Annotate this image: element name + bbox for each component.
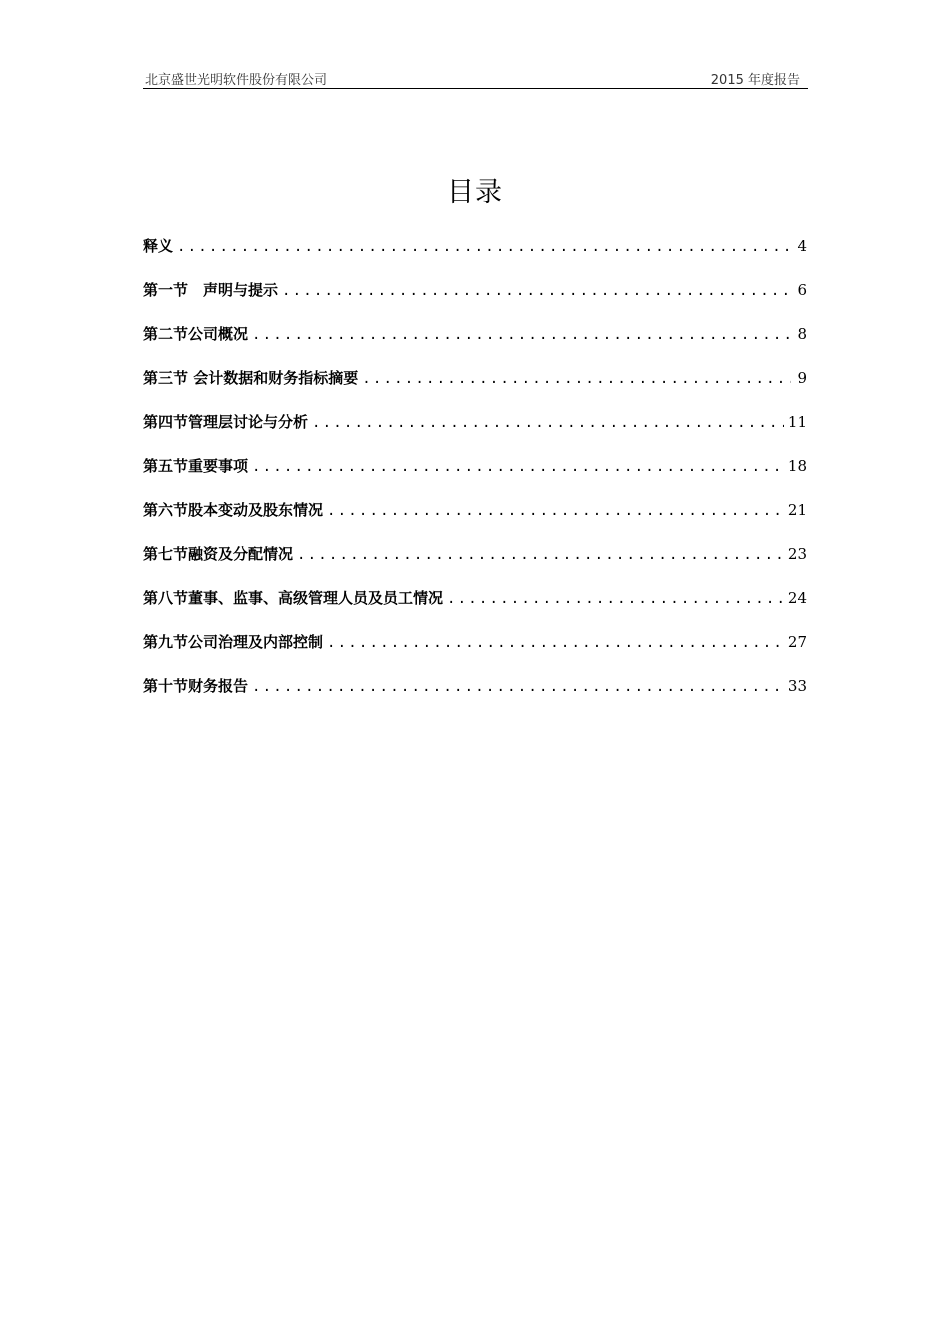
toc-entry-label: 第三节 会计数据和财务指标摘要 <box>143 369 359 387</box>
toc-entry-label: 第八节董事、监事、高级管理人员及员工情况 <box>143 589 444 607</box>
toc-entry[interactable] <box>143 673 807 717</box>
toc-leader-dots <box>447 586 784 613</box>
toc-entry[interactable] <box>143 365 807 409</box>
toc-entry[interactable] <box>143 233 807 277</box>
toc-entry-page: 27 <box>787 633 807 651</box>
toc-entry-label: 第六节股本变动及股东情况 <box>143 501 324 519</box>
toc-entry-page: 23 <box>787 545 807 563</box>
toc-entry[interactable] <box>143 541 807 585</box>
toc-leader-dots <box>252 674 784 701</box>
toc-leader-dots <box>327 630 784 657</box>
toc-entry-page: 4 <box>797 237 807 255</box>
toc-entry-label: 释义 <box>143 237 174 255</box>
toc-leader-dots <box>282 278 791 305</box>
toc-entry[interactable] <box>143 409 807 453</box>
toc-entry-page: 33 <box>787 677 807 695</box>
toc-entry-label: 第一节 声明与提示 <box>143 281 279 299</box>
toc-leader-dots <box>252 454 784 481</box>
header-company-name: 北京盛世光明软件股份有限公司 <box>145 73 328 88</box>
toc-entry[interactable] <box>143 277 807 321</box>
toc-entry-label: 第十节财务报告 <box>143 677 249 695</box>
toc-entry-label: 第五节重要事项 <box>143 457 249 475</box>
toc-leader-dots <box>362 366 791 393</box>
toc-entry[interactable] <box>143 453 807 497</box>
toc-entry-page: 18 <box>787 457 807 475</box>
toc-entry[interactable] <box>143 585 807 629</box>
toc-entry-label: 第七节融资及分配情况 <box>143 545 294 563</box>
toc-leader-dots <box>252 322 791 349</box>
toc-entry-label: 第四节管理层讨论与分析 <box>143 413 309 431</box>
toc-entry-label: 第九节公司治理及内部控制 <box>143 633 324 651</box>
toc-entry-label: 第二节公司概况 <box>143 325 249 343</box>
toc-entry-page: 9 <box>797 369 807 387</box>
table-of-contents <box>143 233 807 717</box>
toc-title: 目录 <box>447 177 503 208</box>
toc-leader-dots <box>327 498 784 525</box>
toc-entry[interactable] <box>143 629 807 673</box>
toc-leader-dots <box>297 542 784 569</box>
toc-entry-page: 24 <box>787 589 807 607</box>
toc-leader-dots <box>177 234 791 261</box>
toc-leader-dots <box>312 410 784 437</box>
toc-entry-page: 8 <box>797 325 807 343</box>
toc-entry[interactable] <box>143 321 807 365</box>
page-header <box>143 66 808 89</box>
toc-entry-page: 11 <box>787 413 807 431</box>
toc-entry[interactable] <box>143 497 807 541</box>
header-report-title: 2015 年度报告 <box>710 73 800 88</box>
toc-entry-page: 6 <box>797 281 807 299</box>
toc-entry-page: 21 <box>787 501 807 519</box>
